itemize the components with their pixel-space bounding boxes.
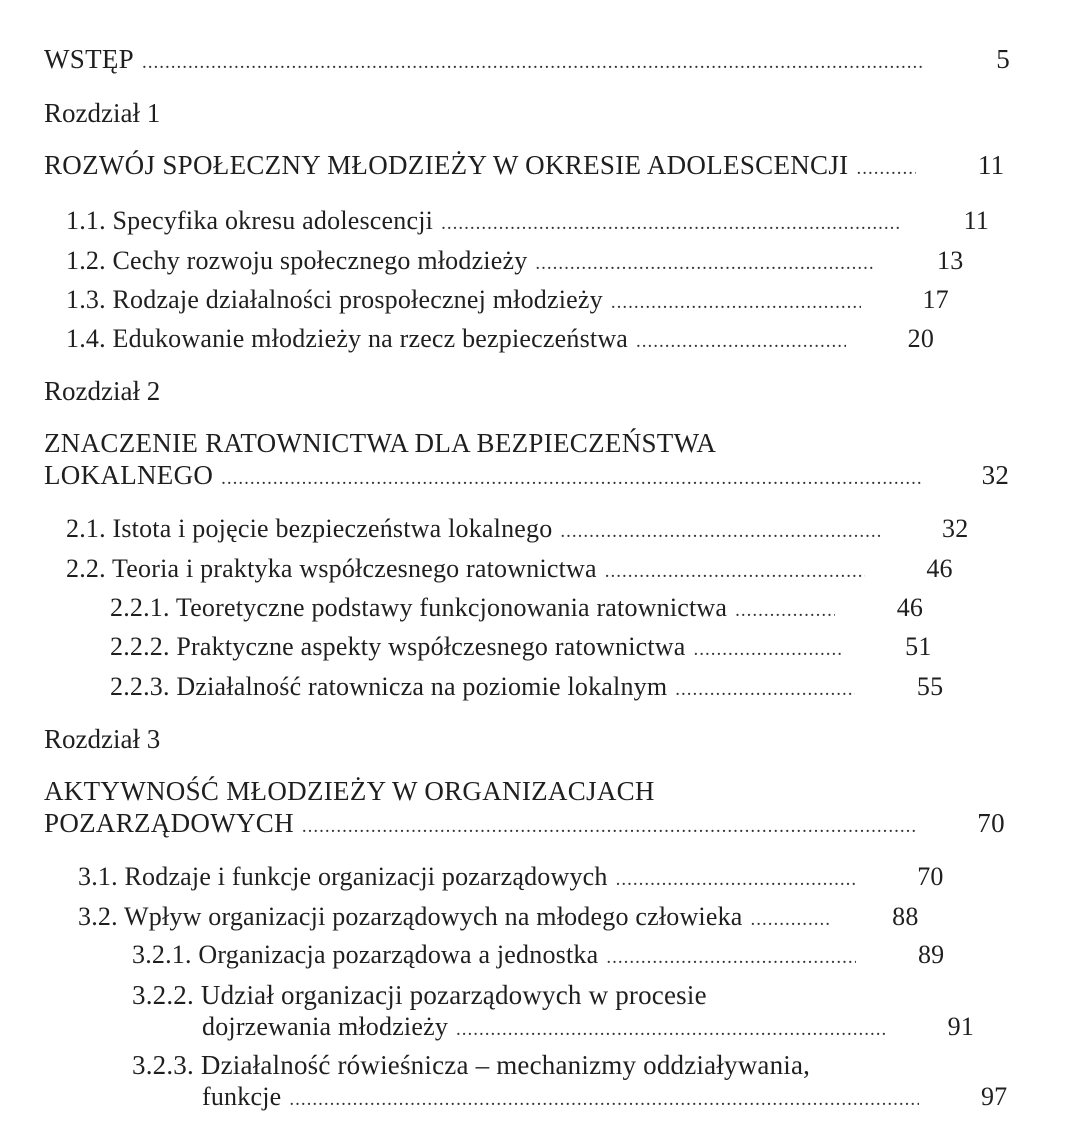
leader-dots: [606, 947, 856, 969]
toc-entry-label-line: 3.2.2. Udział organizacji pozarządowych w procesie: [132, 980, 707, 1010]
toc-page-number: 46: [926, 554, 953, 583]
toc-page-number: 91: [947, 1012, 975, 1041]
toc-entry-label: funkcje: [202, 1082, 282, 1111]
toc-entry: [0, 1012, 1066, 1042]
toc-entry-label: 2.2.2. Praktyczne aspekty współczesnego ratownictwa: [110, 632, 686, 661]
leader-dots: [751, 909, 831, 931]
toc-entry: [0, 940, 1066, 970]
leader-dots: [605, 561, 865, 583]
toc-entry: [0, 672, 1066, 702]
toc-page-number: 13: [937, 246, 964, 275]
leader-dots: [302, 816, 917, 838]
chapter-label: Rozdział 3: [44, 724, 161, 754]
toc-page-number: 32: [981, 460, 1010, 490]
toc-page-number: 5: [996, 44, 1011, 74]
leader-dots: [616, 869, 856, 891]
toc-page-number: 46: [896, 593, 924, 622]
toc-entry: [0, 593, 1066, 623]
leader-dots: [636, 331, 846, 353]
leader-dots: [611, 292, 861, 314]
toc-page-number: 55: [916, 672, 944, 701]
toc-page-number: 70: [917, 862, 944, 891]
chapter-label: Rozdział 2: [44, 376, 161, 406]
toc-page-number: 20: [907, 324, 935, 353]
toc-entry-label: 1.4. Edukowanie młodzieży na rzecz bezpieczeństwa: [66, 324, 629, 353]
toc-entry-label: POZARZĄDOWYCH: [44, 808, 294, 838]
leader-dots: [856, 158, 916, 180]
chapter-label: Rozdział 1: [44, 98, 161, 128]
toc-page-number: 88: [892, 902, 919, 931]
toc-entry-label: dojrzewania młodzieży: [202, 1012, 449, 1041]
toc-entry: [0, 246, 1066, 276]
toc-page-number: 97: [980, 1082, 1008, 1111]
leader-dots: [694, 639, 844, 661]
toc-entry-label: 1.2. Cechy rozwoju społecznego młodzieży: [66, 246, 528, 275]
leader-dots: [142, 52, 922, 74]
toc-entry-label: 3.2.1. Organizacja pozarządowa a jednostka: [132, 940, 599, 969]
toc-page-number: 89: [917, 940, 945, 969]
toc-entry: [0, 632, 1066, 662]
leader-dots: [289, 1089, 919, 1111]
leader-dots: [441, 213, 901, 235]
toc-entry: [0, 902, 1066, 932]
toc-entry-chapter-title: [0, 808, 1066, 839]
toc-entry: [0, 206, 1066, 236]
toc-entry-label: 3.2. Wpływ organizacji pozarządowych na młodego człowieka: [78, 902, 743, 931]
toc-entry: [0, 862, 1066, 892]
toc-entry-intro: [0, 44, 1066, 75]
toc-entry: [0, 1082, 1066, 1112]
toc-entry-label: LOKALNEGO: [44, 460, 214, 490]
chapter-title-line: ZNACZENIE RATOWNICTWA DLA BEZPIECZEŃSTWA: [44, 428, 717, 458]
toc-entry-label: 1.3. Rodzaje działalności prospołecznej młodzieży: [66, 285, 603, 314]
toc-page-number: 17: [922, 285, 949, 314]
toc-page-number: 11: [977, 150, 1005, 180]
toc-entry-label: 2.2. Teoria i praktyka współczesnego ratownictwa: [66, 554, 597, 583]
toc-entry: [0, 554, 1066, 584]
toc-page-number: 11: [963, 206, 990, 235]
toc-entry-label: 1.1. Specyfika okresu adolescencji: [66, 206, 434, 235]
toc-entry-chapter-title: [0, 460, 1066, 491]
toc-entry: [0, 324, 1066, 354]
leader-dots: [535, 253, 875, 275]
toc-entry: [0, 285, 1066, 315]
toc-entry-label: 2.1. Istota i pojęcie bezpieczeństwa lokalnego: [66, 514, 553, 543]
toc-entry-label-line: 3.2.3. Działalność rówieśnicza – mechanizmy oddziaływania,: [132, 1050, 811, 1080]
toc-entry-label: 2.2.3. Działalność ratownicza na poziomie lokalnym: [110, 672, 668, 701]
leader-dots: [675, 679, 855, 701]
toc-entry-chapter-title: [0, 150, 1066, 181]
chapter-title-line: AKTYWNOŚĆ MŁODZIEŻY W ORGANIZACJACH: [44, 776, 655, 806]
leader-dots: [560, 521, 880, 543]
leader-dots: [735, 600, 835, 622]
toc-page-number: 51: [905, 632, 932, 661]
toc-entry-label: 2.2.1. Teoretyczne podstawy funkcjonowania ratownictwa: [110, 593, 728, 622]
leader-dots: [221, 468, 921, 490]
toc-page-number: 32: [942, 514, 969, 543]
toc-entry-label: ROZWÓJ SPOŁECZNY MŁODZIEŻY W OKRESIE ADOLESCENCJI: [44, 150, 849, 180]
toc-entry-label: WSTĘP: [44, 44, 135, 74]
toc-page-number: 70: [977, 808, 1005, 838]
toc-entry-label: 3.1. Rodzaje i funkcje organizacji pozarządowych: [78, 862, 608, 891]
toc-entry: [0, 514, 1066, 544]
leader-dots: [456, 1019, 886, 1041]
